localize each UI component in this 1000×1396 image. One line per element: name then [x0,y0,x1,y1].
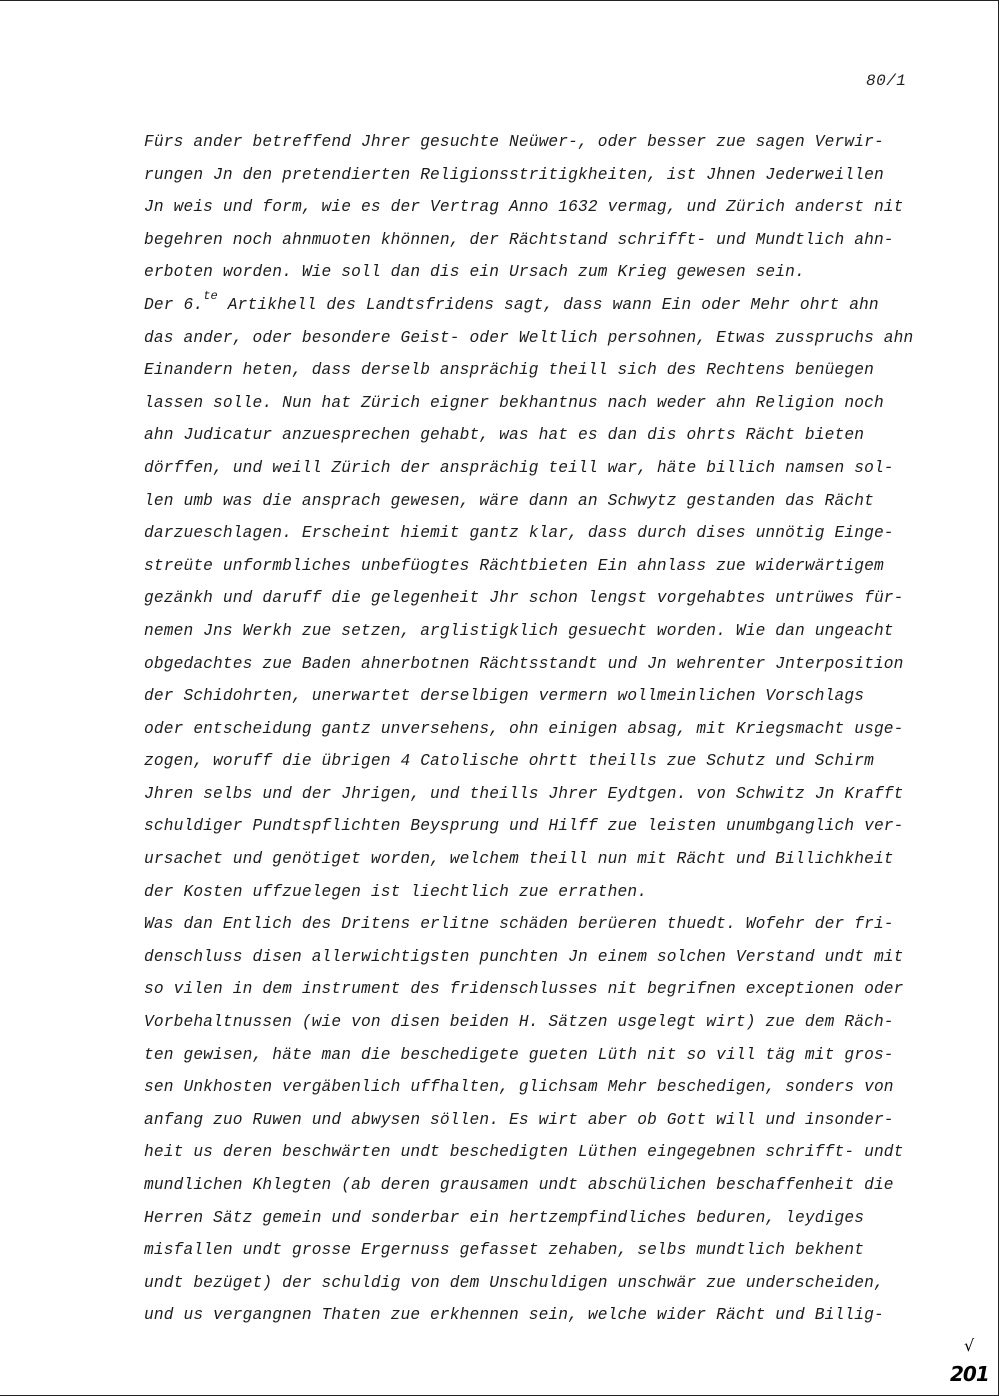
text-line: rungen Jn den pretendierten Religionsstritigkheiten, ist Jhnen Jederweillen [144,165,884,184]
text-line: misfallen undt grosse Ergernuss gefasset zehaben, selbs mundtlich bekhent [144,1241,865,1260]
text-line: Was dan Entlich des Dritens erlitne schäden berüeren thuedt. Wofehr der fri- [144,915,894,934]
text-line: Herren Sätz gemein und sonderbar ein hertzempfindliches beduren, leydiges [144,1208,865,1227]
text-line: undt bezüget) der schuldig von dem Unschuldigen unschwär zue underscheiden, [144,1273,884,1292]
text-line: und us vergangnen Thaten zue erkhennen sein, welche wider Rächt und Billig- [144,1306,884,1325]
text-line: ten gewisen, häte man die beschedigete gueten Lüth nit so vill täg mit gros- [144,1045,894,1064]
text-line: das ander, oder besondere Geist- oder Weltlich persohnen, Etwas zusspruchs ahn [144,328,914,347]
text-line: sen Unkhosten vergäbenlich uffhalten, glichsam Mehr beschedigen, sonders von [144,1078,894,1097]
text-line: der Kosten uffzuelegen ist liechtlich zue errathen. [144,882,648,901]
text-line: zogen, woruff die übrigen 4 Catolische ohrtt theills zue Schutz und Schirm [144,752,874,771]
text-line: streüte unformbliches unbefüogtes Rächtbieten Ein ahnlass zue widerwärtigem [144,556,884,575]
text-line: anfang zuo Ruwen und abwysen söllen. Es wirt aber ob Gott will und insonder- [144,1110,894,1129]
text-line: len umb was die ansprach gewesen, wäre dann an Schwytz gestanden das Rächt [144,491,874,510]
article-suffix: Artikhell des Landtsfridens sagt, dass wann Ein oder Mehr ohrt ahn [217,295,879,314]
text-line: begehren noch ahnmuoten khönnen, der Rächtstand schrifft- und Mundtlich ahn- [144,230,894,249]
text-line: dörffen, und weill Zürich der ansprächig teill war, häte billich namsen sol- [144,458,894,477]
text-line: darzueschlagen. Erscheint hiemit gantz klar, dass durch dises unnötig Einge- [144,524,894,543]
text-line: lassen solle. Nun hat Zürich eigner bekhantnus nach weder ahn Religion noch [144,393,884,412]
handwritten-folio-number: 201 [950,1362,989,1386]
article-prefix: Der 6. [144,295,204,314]
text-line: mundlichen Khlegten (ab deren grausamen undt abschülichen beschaffenheit die [144,1176,894,1194]
article-superscript: te [203,288,218,303]
text-line: schuldiger Pundtspflichten Beysprung und Hilff zue leisten unumbganglich ver- [144,817,904,836]
text-line: heit us deren beschwärten undt beschedigten Lüthen eingegebnen schrifft- undt [144,1143,904,1162]
check-mark: √ [964,1336,975,1355]
text-line: Jhren selbs und der Jhrigen, und theills Jhrer Eydtgen. von Schwitz Jn Krafft [144,784,904,803]
text-line: ahn Judicatur anzuesprechen gehabt, was hat es dan dis ohrts Rächt bieten [144,426,865,445]
document-body [144,126,934,1332]
text-line: Vorbehaltnussen (wie von disen beiden H. Sätzen usgelegt wirt) zue dem Räch- [144,1013,894,1032]
text-line: Einandern heten, dass derselb ansprächig theill sich des Rechtens benüegen [144,361,874,380]
article-line [144,289,934,322]
text-line: so vilen in dem instrument des fridenschlusses nit begrifnen exceptionen oder [144,980,904,999]
page-number: 80/1 [866,72,907,90]
text-line: denschluss disen allerwichtigsten punchten Jn einem solchen Verstand undt mit [144,947,904,966]
text-line: nemen Jns Werkh zue setzen, arglistigklich gesuecht worden. Wie dan ungeacht [144,621,894,640]
text-line: oder entscheidung gantz unversehens, ohn einigen absag, mit Kriegsmacht usge- [144,719,904,738]
text-line: ursachet und genötiget worden, welchem theill nun mit Rächt und Billichkheit [144,850,894,869]
text-line: der Schidohrten, unerwartet derselbigen vermern wollmeinlichen Vorschlags [144,687,865,706]
text-line: Jn weis und form, wie es der Vertrag Anno 1632 vermag, und Zürich anderst nit [144,198,904,217]
text-line: Fürs ander betreffend Jhrer gesuchte Neüwer-, oder besser zue sagen Verwir- [144,133,884,151]
text-line: obgedachtes zue Baden ahnerbotnen Rächtsstandt und Jn wehrenter Jnterposition [144,654,904,673]
text-line: erboten worden. Wie soll dan dis ein Ursach zum Krieg gewesen sein. [144,263,805,282]
text-line: gezänkh und daruff die gelegenheit Jhr schon lengst vorgehabtes untrüwes für- [144,589,904,608]
